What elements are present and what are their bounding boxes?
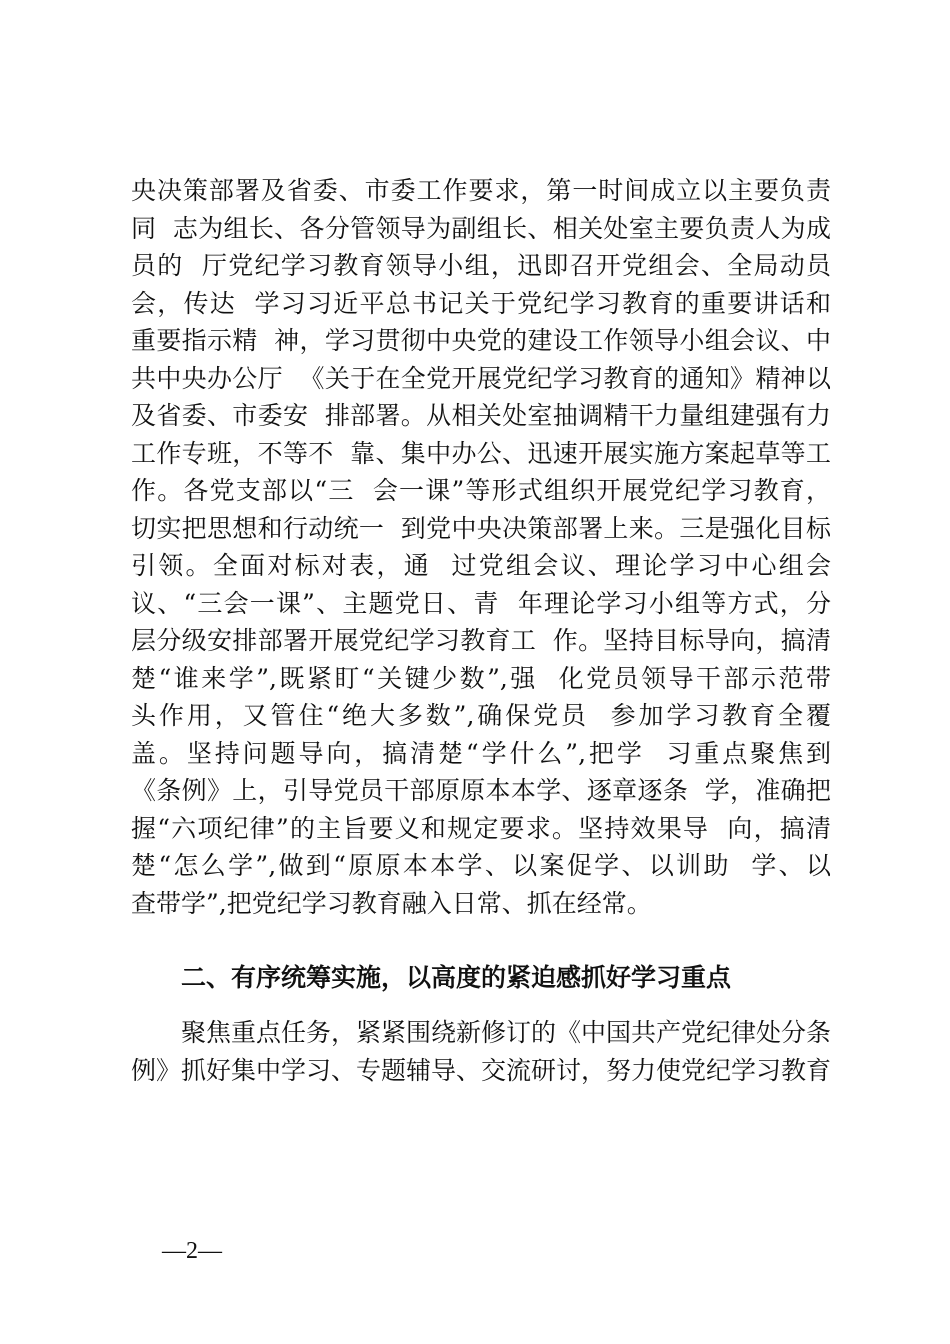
text-line: 例》抓好集中学习、专题辅导、交流研讨，努力使党纪学习教育 bbox=[131, 1055, 832, 1085]
paragraph-2 bbox=[131, 1014, 831, 1089]
text-line: 员的 厅党纪学习教育领导小组，迅即召开党组会、全局动员 bbox=[131, 251, 831, 280]
text-line: 共中央办公厅 《关于在全党开展党纪学习教育的通知》精神以 bbox=[131, 363, 831, 393]
text-line: 聚焦重点任务，紧紧围绕新修订的《中国共产党纪律处分条 bbox=[181, 1018, 832, 1047]
text-line: 《条例》上，引导党员干部原原本本学、逐章逐条 学，准确把 bbox=[131, 776, 831, 805]
text-line: 央决策部署及省委、市委工作要求，第一时间成立以主要负责 bbox=[131, 176, 831, 205]
text-line: 同 志为组长、各分管领导为副组长、相关处室主要负责人为成 bbox=[131, 213, 831, 243]
text-line: 引领。全面对标对表，通 过党组会议、理论学习中心组会 bbox=[131, 551, 831, 580]
paragraph-1 bbox=[131, 172, 831, 922]
text-line: 查带学”,把党纪学习教育融入日常、抓在经常。 bbox=[131, 888, 652, 918]
text-line: 盖。坚持问题导向，搞清楚“学什么”,把学 习重点聚焦到 bbox=[131, 738, 831, 768]
text-line: 头作用，又管住“绝大多数”,确保党员 参加学习教育全覆 bbox=[131, 701, 831, 730]
text-line: 会，传达 学习习近平总书记关于党纪学习教育的重要讲话和 bbox=[131, 288, 831, 318]
section-heading: 二、有序统筹实施，以高度的紧迫感抓好学习重点 bbox=[181, 963, 732, 992]
text-line: 握“六项纪律”的主旨要义和规定要求。坚持效果导 向，搞清 bbox=[131, 813, 831, 843]
text-line: 切实把思想和行动统一 到党中央决策部署上来。三是强化目标 bbox=[131, 513, 831, 543]
text-line: 楚“谁来学”,既紧盯“关键少数”,强 化党员领导干部示范带 bbox=[131, 663, 831, 693]
text-line: 工作专班，不等不 靠、集中办公、迅速开展实施方案起草等工 bbox=[131, 438, 831, 468]
text-line: 作。各党支部以“三 会一课”等形式组织开展党纪学习教育， bbox=[131, 476, 831, 505]
text-line: 议、“三会一课”、主题党日、青 年理论学习小组等方式，分 bbox=[131, 588, 831, 618]
text-line: 重要指示精 神，学习贯彻中央党的建设工作领导小组会议、中 bbox=[131, 326, 831, 355]
page-number: —2— bbox=[162, 1238, 222, 1264]
text-line: 层分级安排部署开展党纪学习教育工 作。坚持目标导向，搞清 bbox=[131, 626, 831, 655]
text-line: 楚“怎么学”,做到“原原本本学、以案促学、以训助 学、以 bbox=[131, 851, 831, 880]
text-line: 及省委、市委安 排部署。从相关处室抽调精干力量组建强有力 bbox=[131, 401, 831, 430]
